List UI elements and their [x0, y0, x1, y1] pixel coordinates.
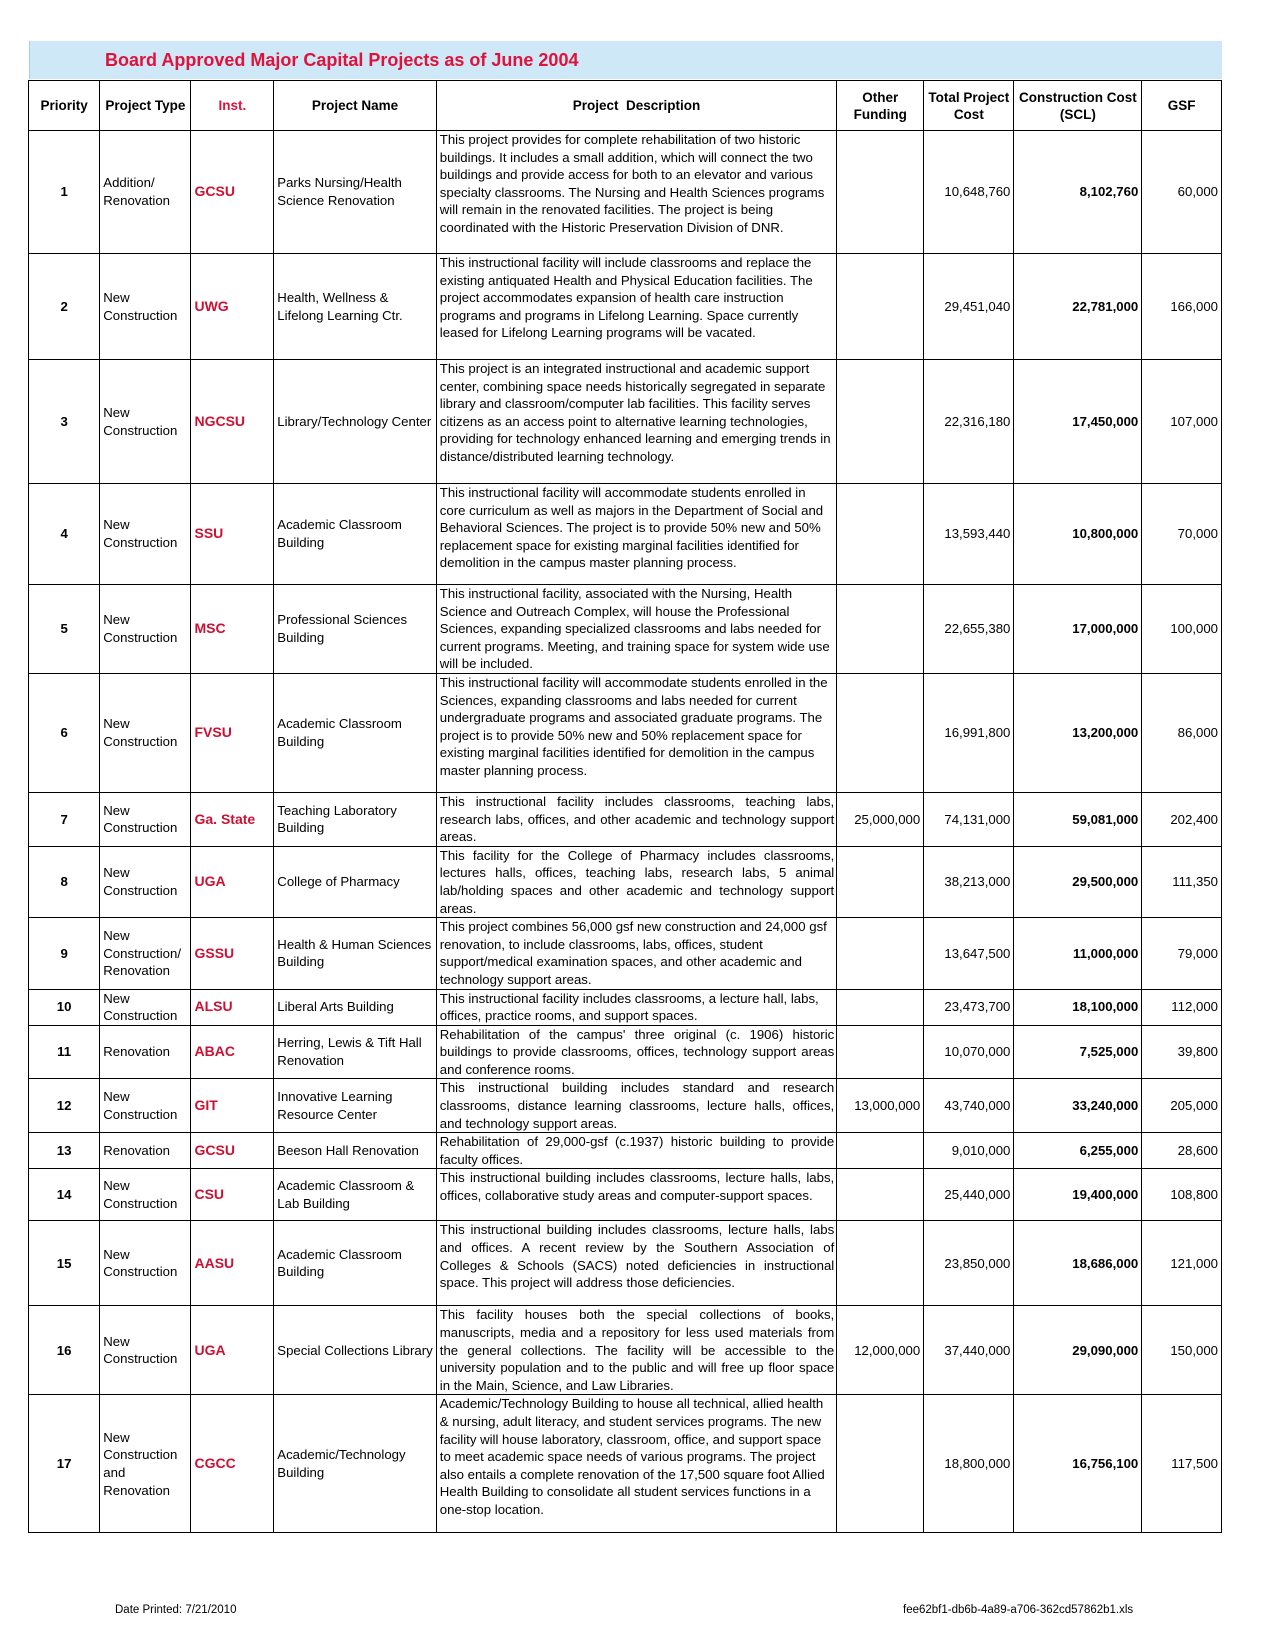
row-priority: 3 [29, 360, 100, 484]
row-priority: 4 [29, 484, 100, 585]
row-description: This instructional facility will include classrooms and replace the existing antiquated Health and Physical Education facilities. The project accommodates expansion of health care instruction programs and programs in Lifelong Learning. Space currently leased for Lifelong Learning programs will be vacated. [436, 254, 836, 360]
row-gsf: 111,350 [1142, 846, 1222, 917]
row-description: Academic/Technology Building to house all technical, allied health & nursing, adult literacy, and student services programs. The new facility will house laboratory, classroom, office, and support space to meet academic space needs of various programs. The project also entails a complete renovation of the 17,500 square foot Allied Health Building to consolidate all student services functions in a one-stop location. [436, 1395, 836, 1533]
row-institution: GIT [191, 1079, 274, 1133]
row-institution: CSU [191, 1169, 274, 1221]
row-project-type: New Construction [100, 792, 191, 846]
row-project-type: New Construction [100, 989, 191, 1025]
table-row [29, 1221, 1222, 1306]
row-project-type: New Construction [100, 1221, 191, 1306]
row-construction-cost: 7,525,000 [1014, 1025, 1142, 1079]
row-institution: CGCC [191, 1395, 274, 1533]
row-project-type: New Construction [100, 484, 191, 585]
row-other-funding: 25,000,000 [837, 792, 924, 846]
header-row [29, 81, 1222, 131]
row-priority: 17 [29, 1395, 100, 1533]
row-project-type: Renovation [100, 1133, 191, 1169]
table-row [29, 989, 1222, 1025]
row-other-funding [837, 484, 924, 585]
header-gsf: GSF [1142, 81, 1222, 131]
row-description: This instructional building includes classrooms, lecture halls, labs and offices. A recent review by the Southern Association of Colleges & Schools (SACS) noted deficiencies in instructional space. This project will address those deficiencies. [436, 1221, 836, 1306]
table-row [29, 484, 1222, 585]
row-project-type: New Construction [100, 846, 191, 917]
table-row [29, 792, 1222, 846]
row-priority: 15 [29, 1221, 100, 1306]
row-project-name: Special Collections Library [274, 1306, 436, 1395]
row-construction-cost: 10,800,000 [1014, 484, 1142, 585]
row-institution: FVSU [191, 673, 274, 792]
row-construction-cost: 17,450,000 [1014, 360, 1142, 484]
row-project-name: Teaching Laboratory Building [274, 792, 436, 846]
row-gsf: 150,000 [1142, 1306, 1222, 1395]
row-project-name: Beeson Hall Renovation [274, 1133, 436, 1169]
row-priority: 14 [29, 1169, 100, 1221]
row-gsf: 112,000 [1142, 989, 1222, 1025]
row-total-cost: 13,647,500 [924, 918, 1014, 989]
row-institution: ABAC [191, 1025, 274, 1079]
row-other-funding [837, 1133, 924, 1169]
row-gsf: 100,000 [1142, 585, 1222, 674]
row-gsf: 70,000 [1142, 484, 1222, 585]
row-other-funding [837, 1025, 924, 1079]
table-row [29, 360, 1222, 484]
row-other-funding [837, 1169, 924, 1221]
row-project-type: Renovation [100, 1025, 191, 1079]
table-row [29, 918, 1222, 989]
projects-table [28, 80, 1222, 1533]
row-description: This project provides for complete rehabilitation of two historic buildings. It includes a small addition, which will connect the two buildings and provide access for both to an elevator and various specialty classrooms. The Nursing and Health Sciences programs will remain in the renovated facilities. The project is being coordinated with the Historic Preservation Division of DNR. [436, 131, 836, 254]
table-row [29, 1133, 1222, 1169]
row-construction-cost: 8,102,760 [1014, 131, 1142, 254]
row-description: This instructional facility will accommodate students enrolled in core curriculum as well as majors in the Department of Social and Behavioral Sciences. The project is to provide 50% new and 50% replacement space for existing marginal facilities identified for demolition in the campus master planning process. [436, 484, 836, 585]
row-project-type: New Construction and Renovation [100, 1395, 191, 1533]
row-institution: UGA [191, 846, 274, 917]
row-construction-cost: 29,090,000 [1014, 1306, 1142, 1395]
row-institution: SSU [191, 484, 274, 585]
row-priority: 2 [29, 254, 100, 360]
header-name: Project Name [274, 81, 436, 131]
row-priority: 6 [29, 673, 100, 792]
table-row [29, 585, 1222, 674]
row-priority: 16 [29, 1306, 100, 1395]
row-project-name: Academic Classroom Building [274, 484, 436, 585]
row-construction-cost: 29,500,000 [1014, 846, 1142, 917]
row-construction-cost: 33,240,000 [1014, 1079, 1142, 1133]
file-name: fee62bf1-db6b-4a89-a706-362cd57862b1.xls [903, 1604, 1134, 1616]
row-other-funding [837, 673, 924, 792]
row-total-cost: 38,213,000 [924, 846, 1014, 917]
row-total-cost: 29,451,040 [924, 254, 1014, 360]
row-description: Rehabilitation of 29,000-gsf (c.1937) historic building to provide faculty offices. [436, 1133, 836, 1169]
row-description: This instructional facility, associated with the Nursing, Health Science and Outreach Complex, will house the Professional Sciences, expanding specialized classrooms and labs needed for current programs. Meeting, and training space for system wide use will be included. [436, 585, 836, 674]
row-total-cost: 74,131,000 [924, 792, 1014, 846]
table-row [29, 1395, 1222, 1533]
row-gsf: 28,600 [1142, 1133, 1222, 1169]
row-institution: Ga. State [191, 792, 274, 846]
page-title: Board Approved Major Capital Projects as of June 2004 [105, 50, 579, 70]
row-construction-cost: 6,255,000 [1014, 1133, 1142, 1169]
row-priority: 5 [29, 585, 100, 674]
table-row [29, 1306, 1222, 1395]
row-institution: ALSU [191, 989, 274, 1025]
row-description: This facility for the College of Pharmacy includes classrooms, lectures halls, offices, teaching labs, research labs, 5 animal lab/holding spaces and other academic and technology support areas. [436, 846, 836, 917]
row-description: Rehabilitation of the campus' three original (c. 1906) historic buildings to provide classrooms, offices, technology support areas and conference rooms. [436, 1025, 836, 1079]
row-institution: UGA [191, 1306, 274, 1395]
row-project-type: New Construction [100, 1079, 191, 1133]
row-priority: 11 [29, 1025, 100, 1079]
row-total-cost: 37,440,000 [924, 1306, 1014, 1395]
row-project-type: New Construction [100, 585, 191, 674]
row-institution: MSC [191, 585, 274, 674]
row-total-cost: 13,593,440 [924, 484, 1014, 585]
row-total-cost: 10,648,760 [924, 131, 1014, 254]
row-project-name: Academic Classroom Building [274, 673, 436, 792]
row-project-type: New Construction [100, 360, 191, 484]
table-row [29, 846, 1222, 917]
header-priority: Priority [29, 81, 100, 131]
row-project-name: Innovative Learning Resource Center [274, 1079, 436, 1133]
row-project-name: Herring, Lewis & Tift Hall Renovation [274, 1025, 436, 1079]
row-construction-cost: 16,756,100 [1014, 1395, 1142, 1533]
row-project-name: College of Pharmacy [274, 846, 436, 917]
table-row [29, 1079, 1222, 1133]
row-construction-cost: 19,400,000 [1014, 1169, 1142, 1221]
row-other-funding [837, 131, 924, 254]
row-project-name: Academic Classroom Building [274, 1221, 436, 1306]
row-other-funding [837, 360, 924, 484]
table-row [29, 1169, 1222, 1221]
row-other-funding [837, 254, 924, 360]
row-institution: GCSU [191, 131, 274, 254]
table-row [29, 1025, 1222, 1079]
row-total-cost: 10,070,000 [924, 1025, 1014, 1079]
header-construction-cost: Construction Cost (SCL) [1014, 81, 1142, 131]
row-project-name: Health & Human Sciences Building [274, 918, 436, 989]
row-institution: UWG [191, 254, 274, 360]
title-bar [29, 41, 1222, 79]
row-gsf: 117,500 [1142, 1395, 1222, 1533]
row-gsf: 60,000 [1142, 131, 1222, 254]
row-institution: NGCSU [191, 360, 274, 484]
row-gsf: 86,000 [1142, 673, 1222, 792]
row-project-name: Academic/Technology Building [274, 1395, 436, 1533]
row-priority: 7 [29, 792, 100, 846]
row-project-name: Liberal Arts Building [274, 989, 436, 1025]
row-gsf: 79,000 [1142, 918, 1222, 989]
row-description: This instructional facility includes classrooms, a lecture hall, labs, offices, practice rooms, and support spaces. [436, 989, 836, 1025]
table-row [29, 254, 1222, 360]
row-project-type: New Construction [100, 673, 191, 792]
row-construction-cost: 18,100,000 [1014, 989, 1142, 1025]
row-other-funding [837, 918, 924, 989]
row-gsf: 121,000 [1142, 1221, 1222, 1306]
row-other-funding: 12,000,000 [837, 1306, 924, 1395]
row-project-name: Academic Classroom & Lab Building [274, 1169, 436, 1221]
row-description: This instructional building includes classrooms, lecture halls, labs, offices, collaborative study areas and computer-support spaces. [436, 1169, 836, 1221]
row-total-cost: 23,473,700 [924, 989, 1014, 1025]
row-project-name: Professional Sciences Building [274, 585, 436, 674]
row-total-cost: 22,316,180 [924, 360, 1014, 484]
row-other-funding [837, 989, 924, 1025]
row-other-funding [837, 585, 924, 674]
row-project-name: Health, Wellness & Lifelong Learning Ctr. [274, 254, 436, 360]
row-total-cost: 18,800,000 [924, 1395, 1014, 1533]
row-construction-cost: 13,200,000 [1014, 673, 1142, 792]
row-priority: 1 [29, 131, 100, 254]
row-gsf: 166,000 [1142, 254, 1222, 360]
row-construction-cost: 59,081,000 [1014, 792, 1142, 846]
row-institution: GCSU [191, 1133, 274, 1169]
row-construction-cost: 17,000,000 [1014, 585, 1142, 674]
row-project-type: New Construction/ Renovation [100, 918, 191, 989]
row-institution: AASU [191, 1221, 274, 1306]
row-total-cost: 25,440,000 [924, 1169, 1014, 1221]
row-total-cost: 16,991,800 [924, 673, 1014, 792]
row-project-type: Addition/ Renovation [100, 131, 191, 254]
row-project-name: Library/Technology Center [274, 360, 436, 484]
row-other-funding [837, 1395, 924, 1533]
row-gsf: 107,000 [1142, 360, 1222, 484]
row-project-type: New Construction [100, 1306, 191, 1395]
row-gsf: 108,800 [1142, 1169, 1222, 1221]
table-row [29, 131, 1222, 254]
date-printed: Date Printed: 7/21/2010 [115, 1604, 237, 1616]
row-total-cost: 22,655,380 [924, 585, 1014, 674]
row-description: This instructional building includes standard and research classrooms, distance learning classrooms, lecture halls, offices, and technology support areas. [436, 1079, 836, 1133]
row-total-cost: 43,740,000 [924, 1079, 1014, 1133]
row-description: This project combines 56,000 gsf new construction and 24,000 gsf renovation, to include classrooms, labs, offices, student support/medical examination spaces, and other academic and technology support areas. [436, 918, 836, 989]
row-priority: 8 [29, 846, 100, 917]
header-total-cost: Total Project Cost [924, 81, 1014, 131]
table-row [29, 673, 1222, 792]
row-description: This facility houses both the special collections of books, manuscripts, media and a repository for less used materials from the general collections. The facility will be accessible to the university population and to the public and will free up floor space in the Main, Science, and Law Libraries. [436, 1306, 836, 1395]
row-total-cost: 23,850,000 [924, 1221, 1014, 1306]
row-gsf: 202,400 [1142, 792, 1222, 846]
row-priority: 10 [29, 989, 100, 1025]
row-construction-cost: 11,000,000 [1014, 918, 1142, 989]
row-project-name: Parks Nursing/Health Science Renovation [274, 131, 436, 254]
row-project-type: New Construction [100, 1169, 191, 1221]
row-total-cost: 9,010,000 [924, 1133, 1014, 1169]
row-priority: 9 [29, 918, 100, 989]
header-type: Project Type [100, 81, 191, 131]
row-project-type: New Construction [100, 254, 191, 360]
row-construction-cost: 18,686,000 [1014, 1221, 1142, 1306]
row-description: This project is an integrated instructional and academic support center, combining space needs historically segregated in separate library and classroom/computer lab facilities. This facility serves citizens as an access point to alternative learning technologies, providing for technology enhanced learning and emerging trends in distance/distributed learning technology. [436, 360, 836, 484]
row-gsf: 205,000 [1142, 1079, 1222, 1133]
row-other-funding [837, 1221, 924, 1306]
header-desc: Project Description [436, 81, 836, 131]
row-priority: 13 [29, 1133, 100, 1169]
row-construction-cost: 22,781,000 [1014, 254, 1142, 360]
row-other-funding: 13,000,000 [837, 1079, 924, 1133]
header-inst: Inst. [191, 81, 274, 131]
row-institution: GSSU [191, 918, 274, 989]
row-description: This instructional facility includes classrooms, teaching labs, research labs, offices, and other academic and technology support areas. [436, 792, 836, 846]
row-priority: 12 [29, 1079, 100, 1133]
row-other-funding [837, 846, 924, 917]
row-description: This instructional facility will accommodate students enrolled in the Sciences, expanding classrooms and labs needed for current undergraduate programs and associated graduate programs. The project is to provide 50% new and 50% replacement space for existing marginal facilities identified for demolition in the campus master planning process. [436, 673, 836, 792]
header-other-funding: Other Funding [837, 81, 924, 131]
row-gsf: 39,800 [1142, 1025, 1222, 1079]
